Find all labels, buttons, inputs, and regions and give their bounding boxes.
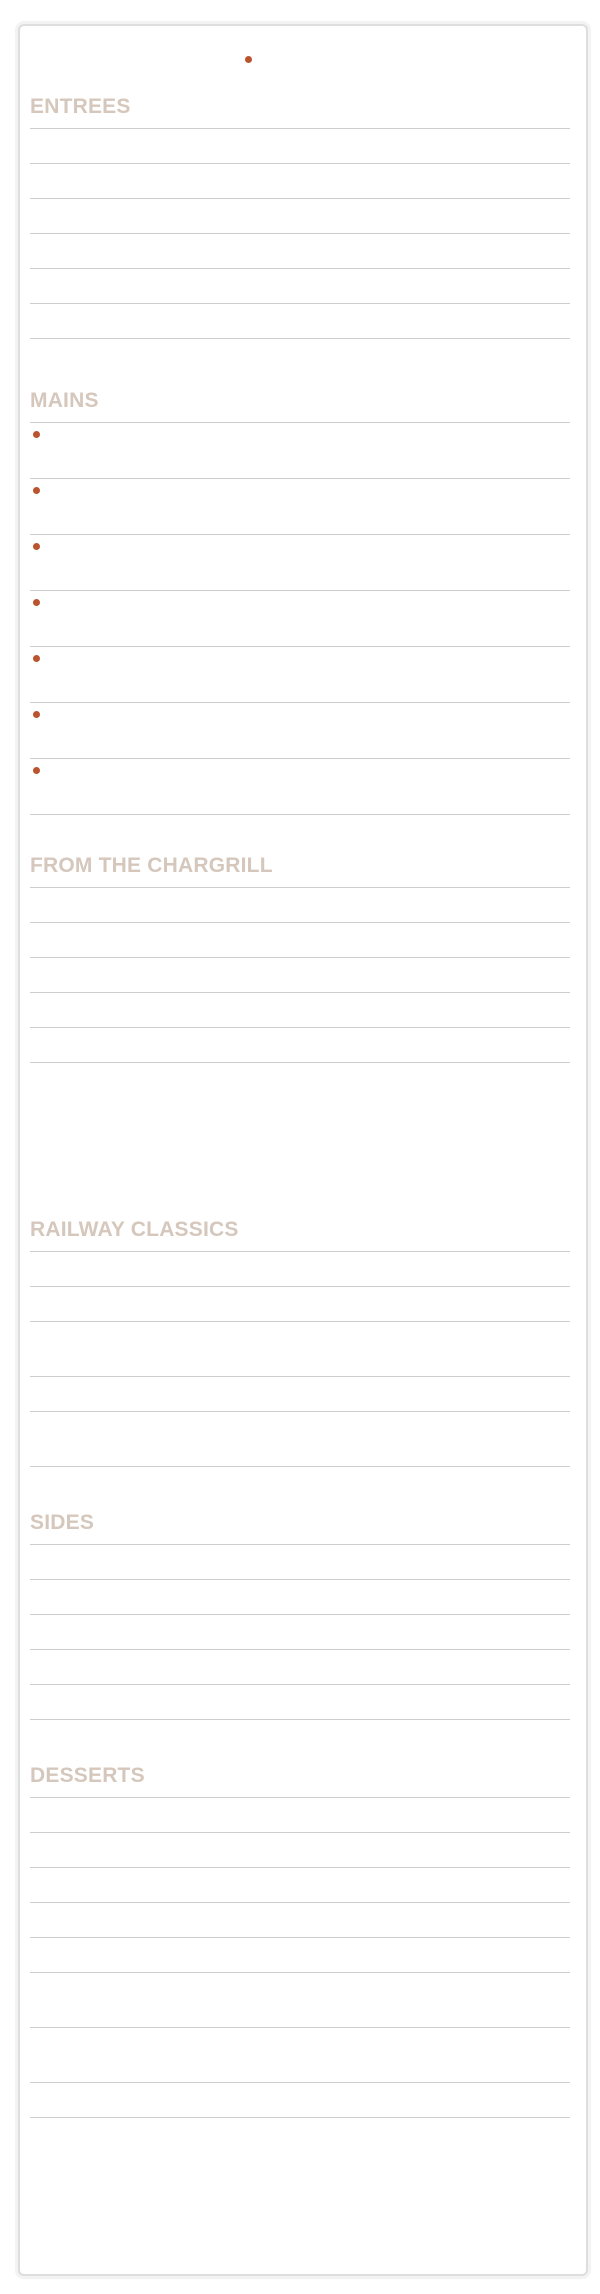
rule <box>30 1411 570 1412</box>
rule <box>30 1649 570 1650</box>
rule <box>30 1376 570 1377</box>
mains-item-row <box>30 591 570 646</box>
rule <box>30 1466 570 1467</box>
rule <box>30 814 570 815</box>
rule <box>30 2117 570 2118</box>
rule <box>30 338 570 339</box>
section-entrees <box>30 92 570 339</box>
rule <box>30 1251 570 1252</box>
entrees-lines <box>30 128 570 339</box>
mains-item-row <box>30 479 570 534</box>
bullet-dot <box>33 599 40 606</box>
rule <box>30 1937 570 1938</box>
rule <box>30 2082 570 2083</box>
rule <box>30 1902 570 1903</box>
rule <box>30 1684 570 1685</box>
bullet-dot <box>33 487 40 494</box>
railway-lines <box>30 1251 570 1467</box>
rule <box>30 128 570 129</box>
section-sides <box>30 1508 570 1720</box>
section-heading-sides: SIDES <box>30 1511 95 1534</box>
bullet-dot <box>33 543 40 550</box>
mains-item-row <box>30 703 570 758</box>
rule <box>30 1027 570 1028</box>
top-accent-dot <box>245 56 252 63</box>
rule <box>30 1579 570 1580</box>
section-mains <box>30 386 570 815</box>
rule <box>30 303 570 304</box>
rule <box>30 922 570 923</box>
section-railway-classics <box>30 1215 570 1467</box>
section-heading-chargrill: FROM THE CHARGRILL <box>30 854 273 877</box>
rule <box>30 1321 570 1322</box>
rule <box>30 1286 570 1287</box>
chargrill-lines <box>30 887 570 1063</box>
section-heading-entrees: ENTREES <box>30 95 131 118</box>
rule <box>30 1062 570 1063</box>
rule <box>30 163 570 164</box>
rule <box>30 1544 570 1545</box>
rule <box>30 1719 570 1720</box>
mains-item-row <box>30 535 570 590</box>
rule <box>30 233 570 234</box>
sides-lines <box>30 1544 570 1720</box>
section-heading-railway-classics: RAILWAY CLASSICS <box>30 1218 239 1241</box>
rule <box>30 198 570 199</box>
rule <box>30 1614 570 1615</box>
rule <box>30 2027 570 2028</box>
rule <box>30 268 570 269</box>
rule <box>30 1867 570 1868</box>
mains-item-row <box>30 759 570 814</box>
bullet-dot <box>33 431 40 438</box>
bullet-dot <box>33 655 40 662</box>
mains-item-row <box>30 647 570 702</box>
rule <box>30 1797 570 1798</box>
rule <box>30 1832 570 1833</box>
rule <box>30 887 570 888</box>
rule <box>30 992 570 993</box>
rule <box>30 1972 570 1973</box>
bullet-dot <box>33 767 40 774</box>
section-heading-mains: MAINS <box>30 389 99 412</box>
mains-item-row <box>30 423 570 478</box>
section-heading-desserts: DESSERTS <box>30 1764 145 1787</box>
bullet-dot <box>33 711 40 718</box>
mains-lines <box>30 422 570 815</box>
rule <box>30 957 570 958</box>
section-desserts <box>30 1761 570 2118</box>
section-chargrill <box>30 851 570 1063</box>
desserts-lines <box>30 1797 570 2118</box>
